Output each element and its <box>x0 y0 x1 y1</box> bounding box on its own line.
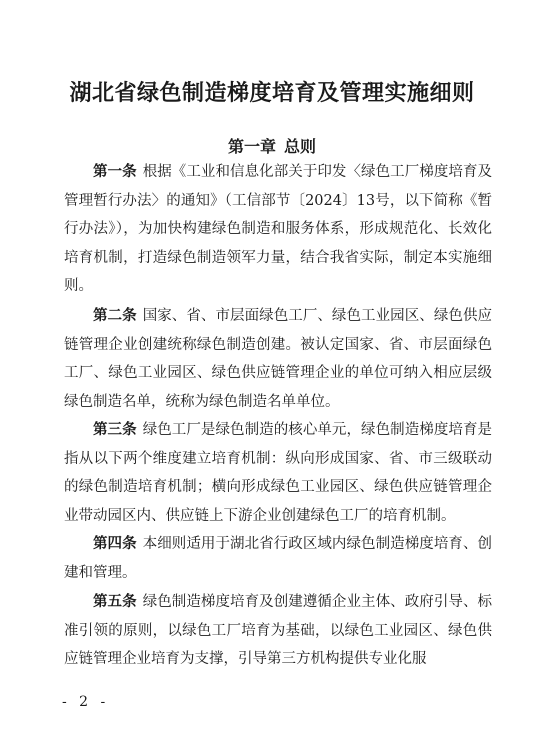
article-text: 根据《工业和信息化部关于印发〈绿色工厂梯度培育及管理暂行办法〉的通知》（工信部节〔2024〕13号，以下简称《暂行办法》），为加快构建绿色制造和服务体系，形成规范化、长效化培育机制，打造绿色制造领军力量，结合我省实际，制定本实施细则。 <box>64 164 493 294</box>
article-number: 第五条 <box>93 594 137 610</box>
chapter-name: 总则 <box>284 137 317 156</box>
article-1 <box>64 158 492 301</box>
article-text: 绿色工厂是绿色制造的核心单元，绿色制造梯度培育是指从以下两个维度建立培育机制：纵向形成国家、省、市三级联动的绿色制造培育机制；横向形成绿色工业园区、绿色供应链管理企业带动园区内、供应链上下游企业创建绿色工厂的培育机制。 <box>64 422 493 524</box>
page-number: - 2 - <box>62 694 110 710</box>
article-4 <box>64 530 492 587</box>
article-text: 国家、省、市层面绿色工厂、绿色工业园区、绿色供应链管理企业创建统称绿色制造创建。被认定国家、省、市层面绿色工厂、绿色工业园区、绿色供应链管理企业的单位可纳入相应层级绿色制造名单，统称为绿色制造名单单位。 <box>64 308 493 410</box>
article-number: 第四条 <box>93 536 137 552</box>
article-3 <box>64 416 492 530</box>
article-number: 第一条 <box>93 164 137 180</box>
article-5 <box>64 588 492 674</box>
article-number: 第三条 <box>93 422 137 438</box>
document-title: 湖北省绿色制造梯度培育及管理实施细则 <box>69 81 475 106</box>
article-text: 本细则适用于湖北省行政区域内绿色制造梯度培育、创建和管理。 <box>64 536 493 581</box>
chapter-heading <box>0 134 544 157</box>
article-number: 第二条 <box>93 308 137 324</box>
article-text: 绿色制造梯度培育及创建遵循企业主体、政府引导、标准引领的原则，以绿色工厂培育为基础，以绿色工业园区、绿色供应链管理企业培育为支撑，引导第三方机构提供专业化服 <box>64 594 493 667</box>
article-2 <box>64 302 492 416</box>
chapter-number: 第一章 <box>227 137 276 156</box>
